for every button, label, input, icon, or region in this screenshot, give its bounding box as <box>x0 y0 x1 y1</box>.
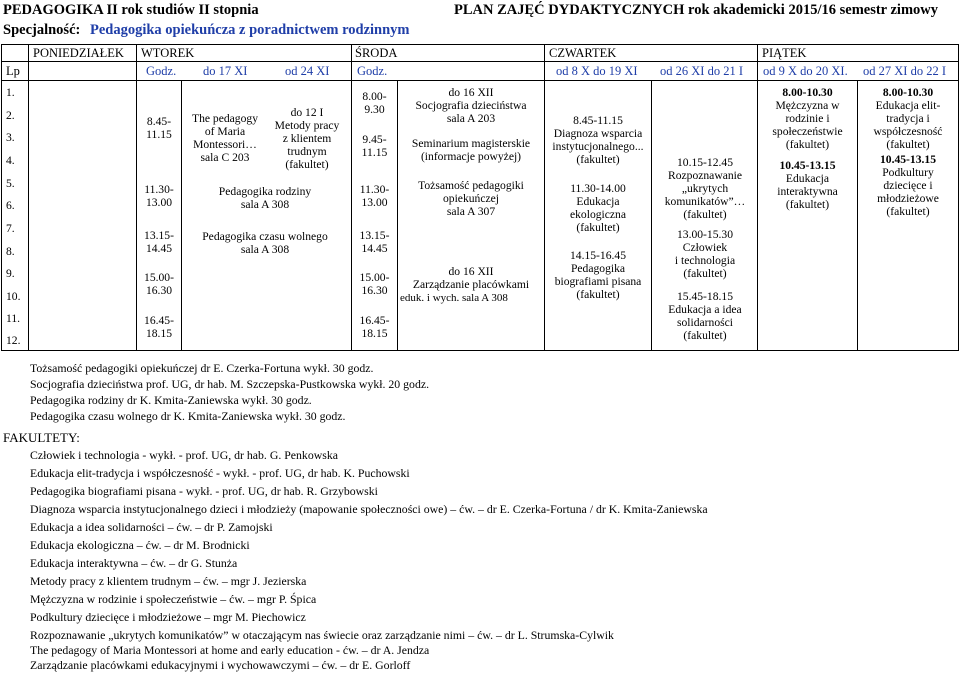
lecture-info: Pedagogika czasu wolnego dr K. Kmita-Zaniewska wykł. 30 godz. <box>30 409 346 423</box>
row-number: 11. <box>6 312 21 325</box>
friday-time-slot: 10.45-13.15 <box>779 159 836 172</box>
lecture-info: Pedagogika rodziny dr K. Kmita-Zaniewska wykł. 30 godz. <box>30 393 312 407</box>
tuesday-period-a: do 17 XI <box>203 64 248 78</box>
class-edukacja-elit: Edukacja elit- tradycja i współczesność (fakultet) <box>873 99 943 151</box>
friday-period-b: od 27 XI do 22 I <box>863 64 946 78</box>
class-tozsamosc: Tożsamość pedagogiki opiekuńczej sala A 307 <box>418 179 524 218</box>
tuesday-time-slot: 11.30- 13.00 <box>144 183 174 209</box>
class-diagnoza: 8.45-11.15 Diagnoza wsparcia instytucjonalnego... (fakultet) <box>552 114 644 166</box>
row-number: 10. <box>6 290 21 303</box>
wednesday-time-slot: 11.30- 13.00 <box>359 183 390 209</box>
day-friday: PIĄTEK <box>762 46 807 60</box>
friday-period-a: od 9 X do 20 XI. <box>763 64 848 78</box>
friday-time-slot: 8.00-10.30 <box>782 86 833 99</box>
wednesday-time-slot: 15.00- 16.30 <box>359 271 390 297</box>
day-tuesday: WTOREK <box>141 46 195 60</box>
tuesday-godz-header: Godz. <box>146 64 177 78</box>
fakultety-heading: FAKULTETY: <box>3 430 80 445</box>
elective-info: Rozpoznawanie „ukrytych komunikatów” w otaczającym nas świecie oraz zarządzanie nimi – ćw. – dr L. Strumska-Cylwik <box>30 628 614 642</box>
wednesday-time-slot: 9.45- 11.15 <box>361 133 388 159</box>
tuesday-period-b: od 24 XI <box>285 64 330 78</box>
specialization-label: Specjalność: <box>3 22 81 38</box>
row-number: 12. <box>6 334 21 347</box>
elective-info: Diagnoza wsparcia instytucjonalnego dzieci i młodzieży (mapowanie społeczności owe) – ćw. – dr E. Czerka-Fortuna / dr K. Kmita-Zaniewska <box>30 502 708 516</box>
elective-info: Edukacja ekologiczna – ćw. – dr M. Brodnicki <box>30 538 250 552</box>
elective-info: Edukacja interaktywna – ćw. – dr G. Stunża <box>30 556 238 570</box>
row-number: 5. <box>6 177 15 190</box>
row-number: 2. <box>6 109 15 122</box>
class-edukacja-ekologiczna: 11.30-14.00 Edukacja ekologiczna (fakultet) <box>569 182 626 234</box>
friday-time-slot: 10.45-13.15 <box>879 153 937 166</box>
row-number: 7. <box>6 222 15 235</box>
lp-header: Lp <box>6 64 20 78</box>
row-number: 6. <box>6 199 15 212</box>
thursday-period-b: od 26 XI do 21 I <box>660 64 743 78</box>
class-seminarium: Seminarium magisterskie (informacje powyżej) <box>411 137 531 163</box>
class-pedagogika-biografiami: 14.15-16.45 Pedagogika biografiami pisana (fakultet) <box>554 249 642 301</box>
elective-info: Zarządzanie placówkami edukacyjnymi i wychowawczymi – ćw. – dr E. Gorloff <box>30 658 411 672</box>
lecture-info: Tożsamość pedagogiki opiekuńczej dr E. Czerka-Fortuna wykł. 30 godz. <box>30 361 374 375</box>
wednesday-time-slot: 8.00- 9.30 <box>362 90 387 116</box>
wednesday-time-slot: 16.45- 18.15 <box>359 314 390 340</box>
class-montessori: The pedagogy of Maria Montessori… sala C 203 <box>192 112 258 164</box>
specialization-value: Pedagogika opiekuńcza z poradnictwem rodzinnym <box>89 22 410 38</box>
class-czlowiek-technologia: 13.00-15.30 Człowiek i technologia (fakultet) <box>674 228 736 280</box>
class-rozpoznawanie: 10.15-12.45 Rozpoznawanie „ukrytych komunikatów”… (fakultet) <box>664 156 746 221</box>
class-edukacja-interaktywna: Edukacja interaktywna (fakultet) <box>777 172 838 211</box>
class-zarzadzanie-room: eduk. i wych. sala A 308 <box>400 292 508 304</box>
row-number: 9. <box>6 267 15 280</box>
class-pedagogika-czasu-wolnego: Pedagogika czasu wolnego sala A 308 <box>202 230 328 256</box>
elective-info: Człowiek i technologia - wykł. - prof. UG, dr hab. G. Penkowska <box>30 448 338 462</box>
elective-info: Metody pracy z klientem trudnym – ćw. – mgr J. Jezierska <box>30 574 307 588</box>
day-wednesday: ŚRODA <box>355 46 398 60</box>
tuesday-time-slot: 8.45- 11.15 <box>146 115 172 141</box>
class-pedagogika-rodziny: Pedagogika rodziny sala A 308 <box>218 185 312 211</box>
class-socjografia: do 16 XII Socjografia dzieciństwa sala A 203 <box>415 86 527 125</box>
elective-info: Mężczyzna w rodzinie i społeczeństwie – ćw. – mgr P. Śpica <box>30 592 317 606</box>
elective-info: The pedagogy of Maria Montessori at home and early education - ćw. – dr A. Jendza <box>30 643 430 657</box>
row-number: 4. <box>6 154 15 167</box>
specialization <box>3 22 410 39</box>
tuesday-time-slot: 15.00- 16.30 <box>144 271 174 297</box>
tuesday-time-slot: 16.45- 18.15 <box>144 314 174 340</box>
class-edukacja-solidarnosc: 15.45-18.15 Edukacja a idea solidarności (fakultet) <box>668 290 742 342</box>
elective-info: Pedagogika biografiami pisana - wykł. - prof. UG, dr hab. R. Grzybowski <box>30 484 378 498</box>
elective-info: Edukacja elit-tradycja i współczesność - wykł. - prof. UG, dr hab. K. Puchowski <box>30 466 410 480</box>
document-title: PEDAGOGIKA II rok studiów II stopnia <box>3 2 259 18</box>
day-thursday: CZWARTEK <box>549 46 617 60</box>
class-podkultury: Podkultury dziecięce i młodzieżowe (fakultet) <box>877 166 939 218</box>
row-number: 3. <box>6 131 15 144</box>
friday-time-slot: 8.00-10.30 <box>882 86 934 99</box>
elective-info: Podkultury dziecięce i młodzieżowe – mgr M. Piechowicz <box>30 610 306 624</box>
thursday-period-a: od 8 X do 19 XI <box>556 64 638 78</box>
class-zarzadzanie-title: Zarządzanie placówkami <box>412 278 530 291</box>
class-mezczyzna: Mężczyzna w rodzinie i społeczeństwie (fakultet) <box>772 99 843 151</box>
lecture-info: Socjografia dzieciństwa prof. UG, dr hab. M. Szczepska-Pustkowska wykł. 20 godz. <box>30 377 430 391</box>
wednesday-time-slot: 13.15- 14.45 <box>359 229 390 255</box>
row-number: 8. <box>6 245 15 258</box>
day-monday: PONIEDZIAŁEK <box>33 46 124 60</box>
plan-title: PLAN ZAJĘĆ DYDAKTYCZNYCH rok akademicki 2015/16 semestr zimowy <box>454 2 938 18</box>
tuesday-time-slot: 13.15- 14.45 <box>144 229 174 255</box>
class-metody-pracy: do 12 I Metody pracy z klientem trudnym (fakultet) <box>274 106 340 171</box>
class-zarzadzanie-date: do 16 XII <box>448 265 494 278</box>
wednesday-godz-header: Godz. <box>357 64 388 78</box>
row-number: 1. <box>6 86 15 99</box>
elective-info: Edukacja a idea solidarności – ćw. – dr P. Zamojski <box>30 520 273 534</box>
